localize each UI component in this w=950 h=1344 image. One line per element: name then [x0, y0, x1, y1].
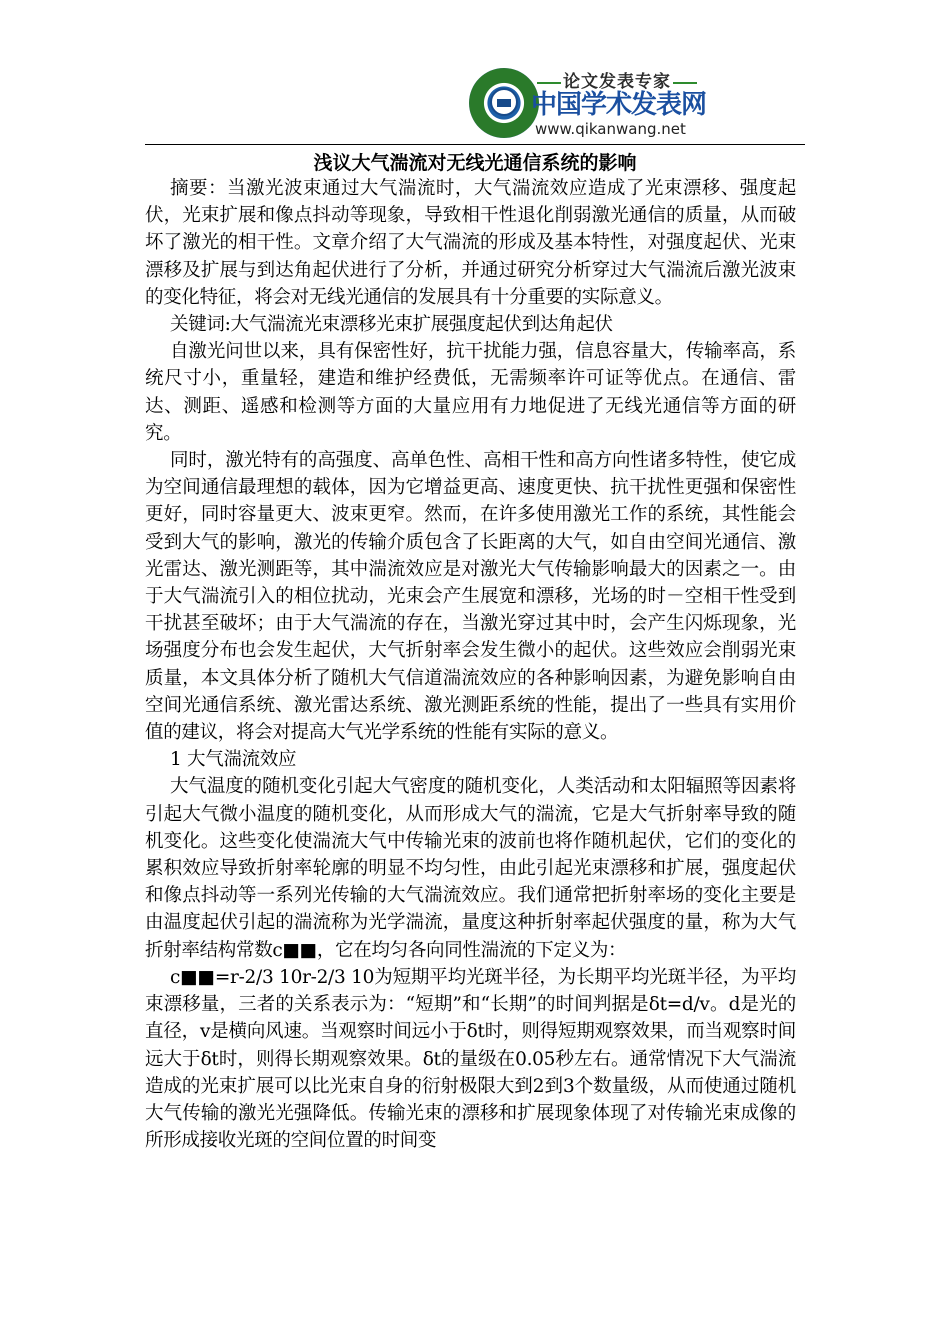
body-paragraph: 同时，激光特有的高强度、高单色性、高相干性和高方向性诸多特性，使它成为空间通信最理想的载体，因为它增益更高、速度更快、抗干扰性更强和保密性更好，同时容量更大、波束更窄。然而，在许多使用激光工作的系统，其性能会受到大气的影响，激光的传输介质包含了长距离的大气，如自由空间光通信、激光雷达、激光测距等，其中湍流效应是对激光大气传输影响最大的因素之一。由于大气湍流引入的相位扰动，光束会产生展宽和漂移，光场的时－空相干性受到干扰甚至破坏；由于大气湍流的存在，当激光穿过其中时，会产生闪烁现象，光场强度分布也会发生起伏，大气折射率会发生微小的起伏。这些效应会削弱光束质量，本文具体分析了随机大气信道湍流效应的各种影响因素，为避免影响自由空间光通信系统、激光雷达系统、激光测距系统的性能，提出了一些具有实用价值的建议，将会对提高大气光学系统的性能有实际的意义。 — [145, 450, 796, 744]
document-body — [145, 175, 796, 1154]
body-paragraph: 大气温度的随机变化引起大气密度的随机变化，人类活动和太阳辐照等因素将引起大气微小温度的随机变化，从而形成大气的湍流，它是大气折射率导致的随机变化。这些变化使湍流大气中传输光束的波前也将作随机起伏，它们的变化的累积效应导致折射率轮廓的明显不均匀性，由此引起光束漂移和扩展，强度起伏和像点抖动等一系列光传输的大气湍流效应。我们通常把折射率场的变化主要是由温度起伏引起的湍流称为光学湍流，量度这种折射率起伏强度的量，称为大气折射率结构常数c■■，它在均匀各向同性湍流的下定义为： — [145, 776, 796, 961]
logo-site-name: 中国学术发表网 — [531, 90, 707, 120]
abstract-paragraph: 摘要：当激光波束通过大气湍流时，大气湍流效应造成了光束漂移、强度起伏，光束扩展和像点抖动等现象，导致相干性退化削弱激光通信的质量，从而破坏了激光的相干性。文章介绍了大气湍流的形成及基本特性，对强度起伏、光束漂移及扩展与到达角起伏进行了分析，并通过研究分析穿过大气湍流后激光波束的变化特征，将会对无线光通信的发展具有十分重要的实际意义。 — [145, 178, 796, 308]
logo-slogan: 论文发表专家 — [537, 72, 697, 92]
header-rule — [145, 144, 805, 145]
document-title: 浅议大气湍流对无线光通信系统的影响 — [313, 152, 637, 174]
site-logo — [469, 68, 707, 140]
body-paragraph: c■■=r-2/3 10r-2/3 10为短期平均光斑半径，为长期平均光斑半径，为平均束漂移量，三者的关系表示为：“短期”和“长期”的时间判据是δt=d/v。d是光的直径，v是横向风速。当观察时间远小于δt时，则得短期观察效果，而当观察时间远大于δt时，则得长期观察效果。δt的量级在0.05秒左右。通常情况下大气湍流造成的光束扩展可以比光束自身的衍射极限大到2到3个数量级，从而使通过随机大气传输的激光光强降低。传输光束的漂移和扩展现象体现了对传输光束成像的所形成接收光斑的空间位置的时间变 — [145, 966, 796, 1152]
logo-seal-icon — [469, 68, 539, 138]
keywords-paragraph: 关键词:大气湍流光束漂移光束扩展强度起伏到达角起伏 — [170, 314, 613, 336]
logo-url: www.qikanwang.net — [535, 120, 686, 138]
section-heading: 1 大气湍流效应 — [170, 749, 297, 771]
body-paragraph: 自激光问世以来，具有保密性好，抗干扰能力强，信息容量大，传输率高，系统尺寸小，重量轻，建造和维护经费低，无需频率许可证等优点。在通信、雷达、测距、遥感和检测等方面的大量应用有力地促进了无线光通信等方面的研究。 — [145, 341, 796, 444]
